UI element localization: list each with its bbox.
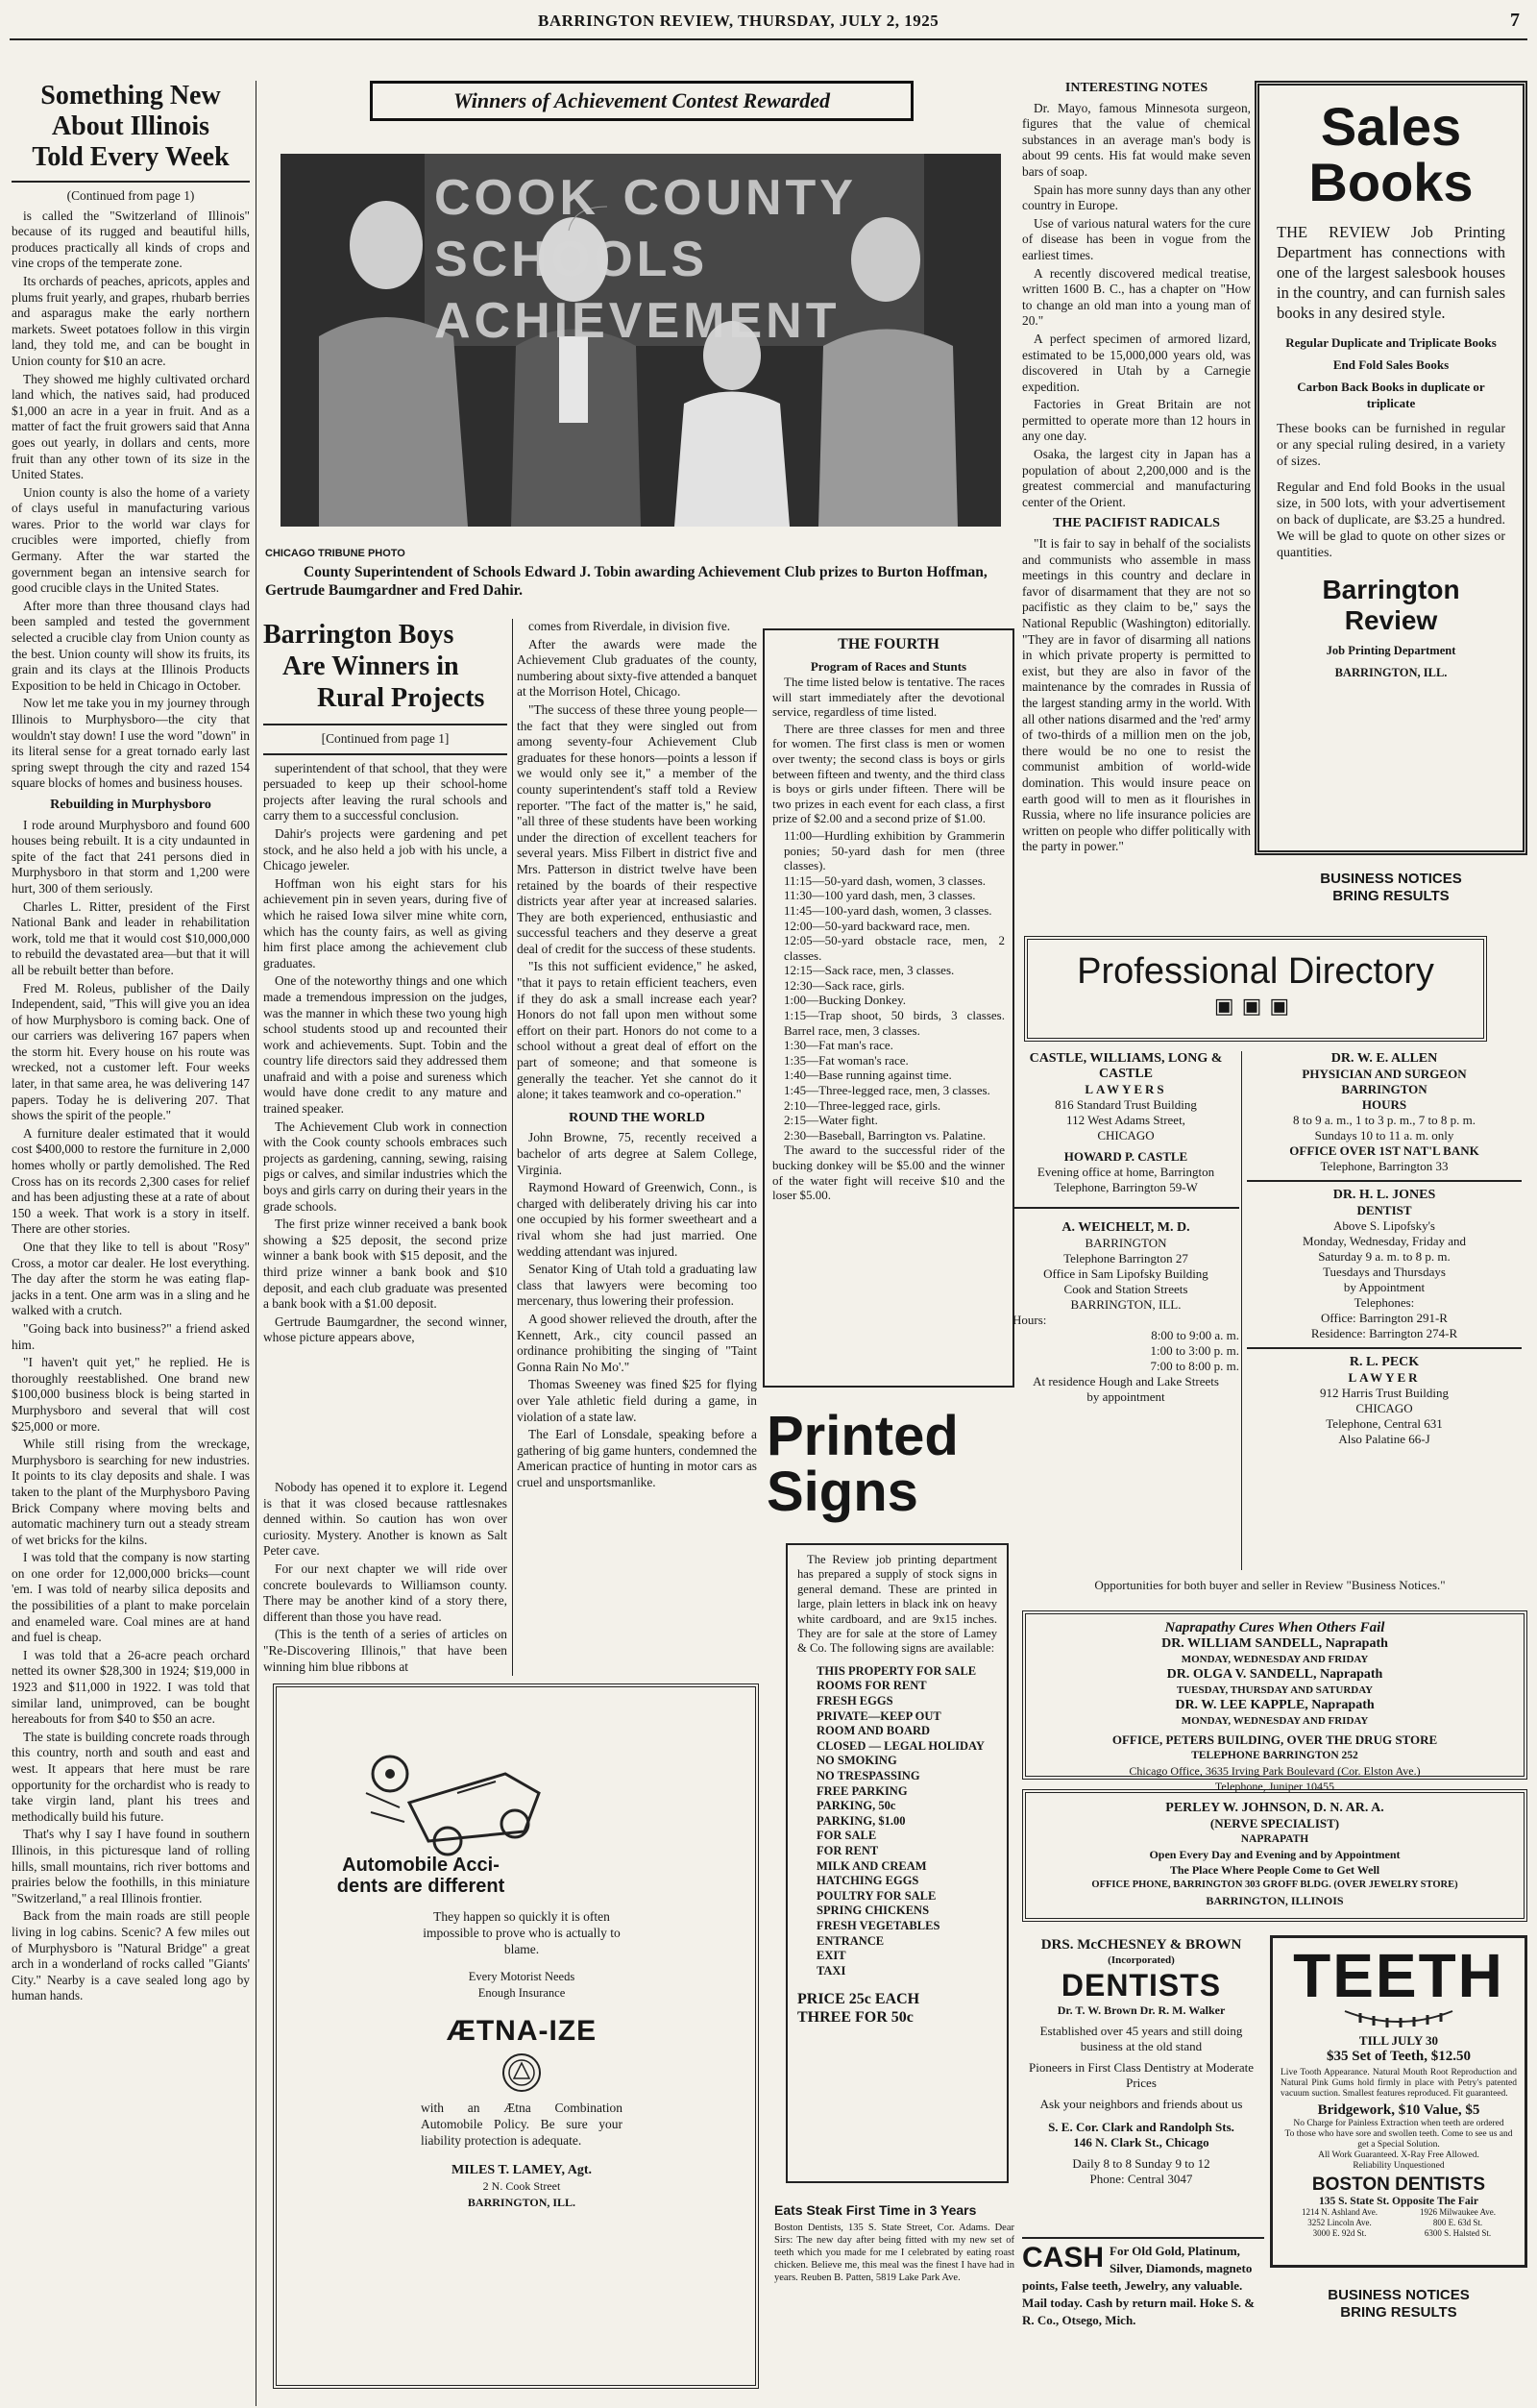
signs-title-line: Signs bbox=[767, 1461, 918, 1523]
divider bbox=[263, 724, 507, 725]
peck-line: Telephone, Central 631 bbox=[1326, 1416, 1443, 1431]
boys-headline-line: Barrington Boys bbox=[263, 620, 454, 650]
sign-item: CLOSED — LEGAL HOLIDAY bbox=[817, 1738, 985, 1753]
continued-note: [Continued from page 1] bbox=[321, 731, 450, 746]
mcchesney-name: DRS. McCHESNEY & BROWN bbox=[1040, 1937, 1242, 1953]
teeth-fine-line: To those who have sore and swollen teeth. Come to see us and get a Special Solution. bbox=[1284, 2129, 1513, 2150]
sign-item: NO TRESPASSING bbox=[817, 1769, 920, 1782]
divider bbox=[12, 181, 250, 183]
fourth-head: THE FOURTH bbox=[838, 636, 939, 652]
naprapathy-ad bbox=[1022, 1610, 1527, 1793]
race-event: 1:35—Fat woman's race. bbox=[784, 1052, 909, 1068]
paragraph: A furniture dealer estimated that it would cost $400,000 to restore the furniture in 2,000 homes wholly or partly demolished. The Red Cross has on its records 2,300 cases for relief and has been adjusting these at a rate of about 150 a week. That work is a story in itself. There are other stories. bbox=[12, 1125, 250, 1237]
mcchesney-ad bbox=[1018, 1937, 1264, 2225]
boys-headline-line: Rural Projects bbox=[317, 683, 485, 713]
sign-item: NO SMOKING bbox=[817, 1754, 897, 1768]
mcchesney-body: Pioneers in First Class Dentistry at Moderate Prices bbox=[1029, 2060, 1254, 2090]
teeth-fine-line: All Work Guaranteed. X-Ray Free Allowed. bbox=[1318, 2150, 1479, 2160]
fourth-body bbox=[772, 675, 1005, 1203]
johnson-name: PERLEY W. JOHNSON, D. N. AR. A. bbox=[1165, 1801, 1384, 1815]
business-notices-bottom bbox=[1270, 2287, 1527, 2322]
mcchesney-title: DENTISTS bbox=[1061, 1968, 1222, 2003]
allen-role: BARRINGTON bbox=[1341, 1082, 1427, 1096]
sign-item: TAXI bbox=[817, 1963, 846, 1978]
sales-brand bbox=[1277, 575, 1505, 636]
race-event: 1:00—Bucking Donkey. bbox=[784, 993, 906, 1008]
sign-item: SPRING CHICKENS bbox=[817, 1904, 930, 1918]
mcchesney-body: Ask your neighbors and friends about us bbox=[1039, 2097, 1243, 2111]
paragraph: Union county is also the home of a variety of clays useful in manufacturing various wares. Prior to the world war clays for crucibles were imported, chiefly from Germany. After the war started the government began an intensive search for good crucible clays in the United States. bbox=[12, 484, 250, 596]
teeth-till: TILL JULY 30 bbox=[1358, 2033, 1439, 2048]
naprapath-name: DR. WILLIAM SANDELL, Naprapath bbox=[1161, 1636, 1388, 1651]
contest-photo bbox=[281, 154, 1001, 527]
paragraph: The time listed below is tentative. The races will start immediately after the devotional service, regardless of time listed. bbox=[772, 675, 1005, 720]
aetna-address-line: 2 N. Cook Street bbox=[482, 2179, 561, 2193]
aetna-seal-icon bbox=[500, 2052, 543, 2094]
legend-body bbox=[263, 1480, 507, 1675]
mcchesney-doctors: Dr. T. W. Brown Dr. R. M. Walker bbox=[1057, 2003, 1226, 2017]
aetna-address-line: BARRINGTON, ILL. bbox=[467, 2196, 576, 2209]
cash-ad bbox=[1022, 2237, 1264, 2387]
teeth-icon bbox=[1341, 2007, 1456, 2028]
teeth-fine-line: Reliability Unquestioned bbox=[1353, 2161, 1445, 2171]
sign-item: POULTRY FOR SALE bbox=[817, 1888, 937, 1903]
paragraph: While still rising from the wreckage, Murphysboro is searching for new industries. It points to its clay deposits and shale. I was taken to the plant of the Murphysboro Paving Brick Company where moving belts and automatic machinery turn out a steady stream of wet bricks for the kilns. bbox=[12, 1437, 250, 1547]
naprapathy-head: Naprapathy Cures When Others Fail bbox=[1164, 1620, 1385, 1635]
page-header bbox=[0, 8, 1537, 31]
aetna-agent: MILES T. LAMEY, Agt. bbox=[451, 2163, 592, 2177]
sign-item: PARKING, 50c bbox=[817, 1799, 896, 1813]
teeth-bridge: Bridgework, $10 Value, $5 bbox=[1317, 2102, 1480, 2118]
castle-address: 112 West Adams Street, bbox=[1066, 1113, 1185, 1127]
illinois-legend bbox=[263, 1480, 507, 1672]
paragraph: superintendent of that school, that they were persuaded to keep up their school-home projects after leaving the rural schools and carry them to a successful conclusion. bbox=[263, 760, 507, 823]
paragraph: Dahir's projects were gardening and pet stock, and he also held a job with his uncle, a Chicago jeweler. bbox=[263, 825, 507, 873]
mcchesney-address: 146 N. Clark St., Chicago bbox=[1073, 2135, 1209, 2150]
jones-line: Monday, Wednesday, Friday and bbox=[1303, 1234, 1466, 1248]
castle-name: CASTLE, WILLIAMS, LONG & CASTLE bbox=[1029, 1051, 1223, 1081]
peck-lines bbox=[1247, 1386, 1522, 1447]
paragraph: After more than three thousand clays had been sampled and tested the government selected a crucible clay from Union county as the best. Union county will show its fruits, its grain and its clays at the Illinois Products Exposition to be held in Chicago in October. bbox=[12, 598, 250, 693]
paragraph: A recently discovered medical treatise, written 1600 B. C., has a chapter on "How to change an old man into a young man of 20." bbox=[1022, 265, 1251, 329]
allen-name: DR. W. E. ALLEN bbox=[1330, 1051, 1438, 1066]
cash-body: For Old Gold, Platinum, Silver, Diamonds, magneto points, False teeth, Jewelry, any valuable. Mail today. Cash by return mail. Hoke S. & R. Co., Otsego, Mich. bbox=[1022, 2244, 1256, 2327]
teeth-offer: $35 Set of Teeth, $12.50 bbox=[1327, 2049, 1471, 2064]
sign-item: PARKING, $1.00 bbox=[817, 1813, 906, 1828]
signs-price bbox=[797, 1990, 997, 2027]
paragraph: The first prize winner received a bank book showing a $25 deposit, the second prize winner a bank book with $15 deposit, and the third prize winner a bank book and $10 deposit, and each club graduate was presented a bank book with a $1.00 deposit. bbox=[263, 1216, 507, 1312]
paragraph: Dr. Mayo, famous Minnesota surgeon, figures that the value of chemical substances in an average man's body is about 99 cents. His fat would make seven bars of soap. bbox=[1022, 100, 1251, 179]
weichelt-city: BARRINGTON bbox=[1085, 1236, 1167, 1250]
race-event: 11:45—100-yard dash, women, 3 classes. bbox=[784, 902, 992, 918]
boys-body bbox=[263, 761, 507, 1346]
paragraph: A good shower relieved the drouth, after the Kennett, Ark., city council passed an ordinance prohibiting the singing of "Taint Gonna Rain No Mo'." bbox=[517, 1311, 757, 1374]
paragraph: "I haven't quit yet," he replied. He is thoroughly reestablished. One brand new $100,000 business block is being started in Murphysboro and several that will cost $25,000 or more. bbox=[12, 1355, 250, 1434]
photo-sign: COOK COUNTY SCHOOLS ACHIEVEMENT bbox=[434, 170, 857, 349]
paragraph: They showed me highly cultivated orchard land which, the natives said, had produced $1,000 an acre in a year in fruit. And as a matter of fact the fruit growers said that Anna goes out yearly, in dollars and cents, more fruit than any other town of its size in the United States. bbox=[12, 371, 250, 482]
race-event: 2:15—Water fight. bbox=[784, 1113, 878, 1128]
round-the-world-head: ROUND THE WORLD bbox=[569, 1110, 705, 1125]
castle-address: 816 Standard Trust Building bbox=[1055, 1097, 1197, 1112]
race-event: 12:15—Sack race, men, 3 classes. bbox=[784, 963, 955, 978]
mcchesney-hours: Phone: Central 3047 bbox=[1089, 2172, 1193, 2186]
business-notices-line: BUSINESS NOTICES bbox=[1320, 871, 1462, 887]
johnson-ad bbox=[1022, 1789, 1527, 1922]
paragraph: "Is this not sufficient evidence," he asked, "that it pays to retain efficient teachers, even if they do ask a small increase each year? Honors do not fall upon men without some effort on their part. Honors do not come to a school without a great deal of effort on the part of someone; and that someone is generally the teacher. Yet she cannot do it alone; it takes teamwork and co-operation." bbox=[517, 959, 757, 1102]
sales-title-line: Books bbox=[1308, 152, 1474, 212]
teeth-branch: 1214 N. Ashland Ave. bbox=[1301, 2207, 1378, 2217]
pacifist-body: "It is fair to say in behalf of the socialists and communists who assemble in mass meetings in this country and declare in favor of disarmament that they are not so pacifistic as they claim to be," says the National Republic (Washington) editorially. "They are in favor of disarming all nations in which private property is permitted to exist, but they are also in favor of the maintenance by the comrades in Russia of the largest standing army in the world. With all other nations disarmed and the 'red' army of two-thirds of a million men on the job, there would be no one to resist the communist ambition of world-wide domination. This would insure peace on earth good will to men as it flourishes in Russia, where no life insurance policies are written on people who differ politically with the party in power." bbox=[1022, 536, 1251, 854]
paragraph: is called the "Switzerland of Illinois" because of its rugged and beautiful hills, produces practically all kinds of crops and vine crops of the temperate zone. bbox=[12, 208, 250, 271]
aetna-title bbox=[334, 1855, 507, 1897]
race-event: 2:10—Three-legged race, girls. bbox=[784, 1097, 941, 1113]
sales-body: Regular and End fold Books in the usual size, in 500 lots, with your advertisement on back of duplicate, are $3.25 a hundred. We will be glad to quote on other sizes or quantities. bbox=[1277, 480, 1505, 560]
race-event: 1:45—Three-legged race, men, 3 classes. bbox=[784, 1083, 990, 1098]
contest-section bbox=[265, 81, 1018, 627]
teeth-title: TEETH bbox=[1293, 1941, 1504, 2010]
paragraph: One of the noteworthy things and one which made a tremendous impression on the judges, was the manner in which these two young high school students stood up and recounted their work and achievements. Supt. Tobin and the country life directors said they addressed them unafraid and with a poise and sureness which would have done credit to any mature and trained speaker. bbox=[263, 973, 507, 1117]
notes-head: INTERESTING NOTES bbox=[1064, 81, 1208, 95]
signs-title bbox=[767, 1405, 1014, 1523]
paragraph: Thomas Sweeney was fined $25 for flying over Yale athletic field during a game, in violation of a state law. bbox=[517, 1377, 757, 1424]
peck-role: LAWYER bbox=[1348, 1370, 1421, 1385]
naprapath-name: DR. OLGA V. SANDELL, Naprapath bbox=[1166, 1667, 1383, 1682]
weichelt-name: A. WEICHELT, M. D. bbox=[1061, 1220, 1190, 1235]
paragraph: comes from Riverdale, in division five. bbox=[528, 619, 731, 633]
allen-hours-label: HOURS bbox=[1361, 1097, 1407, 1112]
teeth-fine-line: No Charge for Painless Extraction when teeth are ordered bbox=[1293, 2119, 1504, 2128]
illinois-headline-line: About Illinois bbox=[51, 111, 210, 141]
jones-name: DR. H. L. JONES bbox=[1332, 1188, 1436, 1202]
business-notices-top bbox=[1255, 871, 1527, 905]
directory-right bbox=[1247, 1051, 1522, 1570]
signs-list-box bbox=[786, 1543, 1009, 2183]
column-rule bbox=[1241, 1051, 1242, 1570]
sign-item: THIS PROPERTY FOR SALE bbox=[817, 1663, 977, 1678]
naprapathy-chicago: Chicago Office, 3635 Irving Park Boulevard (Cor. Elston Ave.) bbox=[1129, 1764, 1421, 1778]
weichelt-hours-label: Hours: bbox=[1012, 1313, 1047, 1327]
race-event: 1:30—Fat man's race. bbox=[784, 1038, 893, 1053]
opportunities-note: Opportunities for both buyer and seller in Review "Business Notices." bbox=[1094, 1578, 1446, 1592]
sign-item: MILK AND CREAM bbox=[817, 1858, 927, 1873]
sales-title bbox=[1277, 96, 1505, 212]
paragraph: Use of various natural waters for the cure of disease has been in vogue from the earliest times. bbox=[1022, 215, 1251, 262]
jones-line: Saturday 9 a. m. to 8 p. m. bbox=[1318, 1249, 1451, 1264]
aetna-title-line: Automobile Acci- bbox=[342, 1855, 500, 1876]
sign-item: FOR SALE bbox=[817, 1829, 877, 1843]
sales-books-ad bbox=[1255, 81, 1527, 855]
peck-line: 912 Harris Trust Building bbox=[1320, 1386, 1449, 1400]
paragraph: The state is building concrete roads through this country, north and south and east and west. It appears that here must be rare opportunity for the orchardist who is ready to take virgin land, plant his trees and methodically build his future. bbox=[12, 1729, 250, 1824]
weichelt-hours: 7:00 to 8:00 p. m. bbox=[1150, 1359, 1239, 1373]
castle-address: CHICAGO bbox=[1097, 1128, 1155, 1143]
allen-hours: Sundays 10 to 11 a. m. only bbox=[1314, 1128, 1454, 1143]
illinois-article bbox=[12, 81, 250, 2404]
race-event: 2:30—Baseball, Barrington vs. Palatine. bbox=[784, 1127, 987, 1143]
paragraph: Fred M. Roleus, publisher of the Daily Independent, said, "This will give you an idea of how Murphysboro is coming back. One of our carriers was delivering 167 papers when the storm hit. Every house on his route was wrecked, not a customer left. Four weeks later, in that same area, he was delivering 147 papers. Today he is delivering 207. That shows the spirit of the people." bbox=[12, 980, 250, 1123]
mcchesney-inc: (Incorporated) bbox=[1108, 1954, 1175, 1966]
boys-headline-line: Are Winners in bbox=[282, 651, 459, 681]
jones-above: Above S. Lipofsky's bbox=[1333, 1218, 1435, 1233]
sales-lead: THE REVIEW Job Printing Department has connections with one of the largest salesbook houses in the country, and can furnish sales books in any desired style. bbox=[1277, 223, 1505, 322]
paragraph: (This is the tenth of a series of articles on "Re-Discovering Illinois," that have been winning him blue ribbons at bbox=[263, 1627, 507, 1674]
howard-castle: HOWARD P. CASTLE bbox=[1063, 1149, 1188, 1164]
divider bbox=[263, 753, 507, 755]
weichelt-line: Office in Sam Lipofsky Building bbox=[1043, 1266, 1208, 1281]
teeth-branch: 800 E. 63d St. bbox=[1432, 2218, 1483, 2227]
signs-title-line: Printed bbox=[767, 1405, 959, 1467]
naprapath-name: DR. W. LEE KAPPLE, Naprapath bbox=[1175, 1698, 1375, 1712]
header-rule bbox=[10, 38, 1527, 40]
illinois-subhead: Rebuilding in Murphysboro bbox=[50, 797, 211, 812]
notes-body bbox=[1022, 101, 1251, 511]
fourth-subhead: Program of Races and Stunts bbox=[810, 659, 967, 674]
paragraph: I rode around Murphysboro and found 600 houses being rebuilt. It is a city undaunted in spite of the fact that 241 persons died in Murphysboro in that storm and 1,200 were hurt, 300 of them seriously. bbox=[12, 817, 250, 896]
sign-item: PRIVATE—KEEP OUT bbox=[817, 1708, 941, 1723]
allen-role: PHYSICIAN AND SURGEON bbox=[1302, 1067, 1467, 1081]
weichelt-line: Cook and Station Streets bbox=[1063, 1282, 1188, 1296]
signs-ad bbox=[767, 1405, 1014, 2197]
paragraph: Nobody has opened it to explore it. Legend is that it was closed because rattlesnakes denned within. So caution has won over curiosity. Mystery. Another is known as Salt Peter cave. bbox=[263, 1480, 507, 1559]
paragraph: Charles L. Ritter, president of the First National Bank and leader in rehabilitation work, told me that it would cost $10,000,000 to rebuild the devastated area—but that it will all be rebuilt better than before. bbox=[12, 898, 250, 977]
mcchesney-hours: Daily 8 to 8 Sunday 9 to 12 bbox=[1072, 2156, 1210, 2171]
steak-body: Boston Dentists, 135 S. State Street, Cor. Adams. Dear Sirs: The new day after being fitted with my new set of teeth which you made for me I celebrated by eating roast chicken. Believe me, this meal was the finest I have had in years. Reuben B. Patten, 5819 Lake Park Ave. bbox=[774, 2223, 1014, 2283]
paragraph: John Browne, 75, recently received a bachelor of arts degree at Salem College, Virginia. bbox=[517, 1130, 757, 1177]
fourth-box bbox=[763, 628, 1014, 1388]
paragraph: Senator King of Utah told a graduating law class that lawyers were becoming too mercenary, thus lowering their profession. bbox=[517, 1262, 757, 1309]
paragraph: Back from the main roads are still people living in log cabins. Scenic? A few miles out of Murphysboro is "Natural Bridge" a great arch in a wonderland of rocks called "Giants' City." Nearby is a cave sealed long ago by human hands. bbox=[12, 1908, 250, 2003]
aetna-combo: with an Ætna Combination Automobile Policy. Be sure your liability protection is adequate. bbox=[421, 2101, 622, 2148]
paragraph: The Achievement Club work in connection with the Cook county schools embraces such projects as gardening, canning, sewing, raising pigs or calves, and similar industries which the boys and girls carry on during their years in the grade schools. bbox=[263, 1118, 507, 1214]
sales-city: BARRINGTON, ILL. bbox=[1334, 666, 1448, 679]
jones-role: DENTIST bbox=[1356, 1203, 1412, 1217]
castle-role: LAWYERS bbox=[1085, 1082, 1167, 1096]
sales-brand-line: Barrington bbox=[1322, 575, 1460, 604]
sales-title-line: Sales bbox=[1320, 96, 1462, 157]
sign-item: FRESH EGGS bbox=[817, 1694, 893, 1708]
divider bbox=[1012, 1207, 1239, 1209]
boys-article-continued bbox=[517, 619, 757, 1680]
paragraph: A perfect specimen of armored lizard, estimated to be 15,000,000 years old, was discovered in Utah by a Carnegie expedition. bbox=[1022, 331, 1251, 394]
pacifist-head: THE PACIFIST RADICALS bbox=[1053, 516, 1220, 531]
paragraph: One that they like to tell is about "Rosy" Cross, a motor car dealer. He lost everything. The day after the storm he was eating flap-jacks in a tent. One arm was in a sling and he walked with a crutch. bbox=[12, 1240, 250, 1318]
race-event: 12:30—Sack race, girls. bbox=[784, 977, 905, 993]
teeth-branch: 3000 E. 92d St. bbox=[1312, 2228, 1367, 2238]
race-event: 11:15—50-yard dash, women, 3 classes. bbox=[784, 872, 987, 888]
teeth-address: 135 S. State St. Opposite The Fair bbox=[1319, 2196, 1478, 2207]
johnson-line: Open Every Day and Evening and by Appointment bbox=[1149, 1848, 1401, 1861]
naprapathy-chicago: Telephone, Juniper 10455 bbox=[1214, 1780, 1335, 1793]
photo-caption: County Superintendent of Schools Edward J. Tobin awarding Achievement Club prizes to Burton Hoffman, Gertrude Baumgardner and Fred Dahir. bbox=[265, 564, 988, 599]
teeth-fine-2 bbox=[1281, 2119, 1517, 2172]
teeth-brand: BOSTON DENTISTS bbox=[1311, 2175, 1486, 2195]
divider bbox=[1247, 1347, 1522, 1349]
sign-item: FRESH VEGETABLES bbox=[817, 1918, 940, 1932]
directory-left bbox=[1012, 1051, 1239, 1570]
round-the-world-body bbox=[517, 1130, 757, 1490]
column-rule bbox=[512, 619, 513, 1676]
paragraph: Its orchards of peaches, apricots, apples and plums fruit yearly, and grapes, rhubarb berries and asparagus make the early northern markets. Sweet potatoes follow in this virgin land, they told me, and can be bought in Union county for $10 an acre. bbox=[12, 273, 250, 368]
car-accident-icon bbox=[361, 1735, 553, 1860]
teeth-fine: Live Tooth Appearance. Natural Mouth Root Reproduction and Natural Pink Gums hold firmly in place with Petry's patented vacuum suction. Smallest features reproduced. Fit guaranteed. bbox=[1281, 2068, 1517, 2099]
paragraph: Spain has more sunny days than any other country in Europe. bbox=[1022, 182, 1251, 213]
sign-item: FOR RENT bbox=[817, 1843, 879, 1857]
aetna-need-line: Every Motorist Needs bbox=[468, 1970, 575, 1983]
mcchesney-address: S. E. Cor. Clark and Randolph Sts. bbox=[1048, 2120, 1234, 2134]
peck-name: R. L. PECK bbox=[1349, 1355, 1420, 1369]
weichelt-residence: At residence Hough and Lake Streets bbox=[1033, 1374, 1219, 1388]
photo-credit: CHICAGO TRIBUNE PHOTO bbox=[265, 548, 405, 559]
teeth-ad bbox=[1270, 1935, 1527, 2268]
johnson-line: The Place Where People Come to Get Well bbox=[1169, 1863, 1380, 1877]
race-event: 11:00—Hurdling exhibition by Grammerin ponies; 50-yard dash for men (three classes). bbox=[784, 827, 1005, 873]
illinois-headline-line: Something New bbox=[40, 81, 221, 111]
weichelt-residence: by appointment bbox=[1086, 1389, 1165, 1404]
paragraph: "The success of these three young people—the fact that they were singled out from among seventy-four Achievement Club graduates for these honors—points a lesson if we would only see it," a member of the county superintendent's staff told a Review reporter. "The fact of the matter is," he said, "all three of these students have been working under the direction of excellent teachers for several years. Miss Filbert in district five and Mrs. Patterson in district twelve have been retained by the boards of their respective districts year after year at increased salaries. They are both experienced, enthusiastic and successful teachers and they deserve a great deal of credit for the success of these students. bbox=[517, 701, 757, 956]
sales-lines bbox=[1277, 334, 1505, 411]
business-notices-line: BRING RESULTS bbox=[1340, 2304, 1457, 2321]
steak-title: Eats Steak First Time in 3 Years bbox=[774, 2202, 977, 2218]
teeth-branch: 3252 Lincoln Ave. bbox=[1307, 2218, 1372, 2227]
race-event: 12:00—50-yard backward race, men. bbox=[784, 918, 970, 933]
sign-item: ROOMS FOR RENT bbox=[817, 1679, 927, 1693]
business-notices-line: BRING RESULTS bbox=[1332, 888, 1450, 904]
paragraph: Raymond Howard of Greenwich, Conn., is charged with deliberately driving his car into one occupied by his former sweetheart and a rival whom she had just married. One wedding attendant was injured. bbox=[517, 1180, 757, 1259]
allen-office: OFFICE OVER 1ST NAT'L BANK bbox=[1289, 1143, 1479, 1158]
jones-line: Telephones: bbox=[1354, 1295, 1415, 1310]
paragraph: Factories in Great Britain are not permitted to operate more than 12 hours in any one day. bbox=[1022, 397, 1251, 444]
paragraph: There are three classes for men and three for women. The first class is men or women over twenty; the second class is boys or girls between fifteen and twenty, and the third class is boys or girls under fifteen. There will be two prizes in each event for each class, a first prize of $2.00 and a second prize of $1.00. bbox=[772, 721, 1005, 826]
race-event: 1:15—Trap shoot, 50 birds, 3 classes. Barrel race, men, 3 classes. bbox=[784, 1008, 1005, 1038]
aetna-copy bbox=[421, 1908, 622, 2211]
illinois-body-2 bbox=[12, 818, 250, 2004]
sales-dept: Job Printing Department bbox=[1326, 644, 1456, 657]
naprapath-days: TUESDAY, THURSDAY AND SATURDAY bbox=[1176, 1684, 1374, 1696]
directory-title: Professional Directory bbox=[1077, 951, 1434, 992]
naprapathy-office: OFFICE, PETERS BUILDING, OVER THE DRUG STORE bbox=[1111, 1732, 1438, 1747]
illinois-headline-line: Told Every Week bbox=[32, 142, 230, 172]
race-event: 1:40—Base running against time. bbox=[784, 1068, 952, 1083]
sign-item: FREE PARKING bbox=[817, 1783, 908, 1798]
naprapathy-lines bbox=[1036, 1636, 1514, 1729]
weichelt-line: BARRINGTON, ILL. bbox=[1070, 1297, 1182, 1312]
sign-item: EXIT bbox=[817, 1949, 846, 1963]
paragraph: The Earl of Lonsdale, speaking before a gathering of big game hunters, condemned the American practice of hunting in motor cars as cruel and unsportsmanlike. bbox=[517, 1427, 757, 1489]
teeth-branch: 1926 Milwaukee Ave. bbox=[1419, 2207, 1497, 2217]
naprapath-days: MONDAY, WEDNESDAY AND FRIDAY bbox=[1181, 1715, 1369, 1727]
paragraph: Hoffman won his eight stars for his achievement pin in seven years, during five of which he raised Iowa silver mine white corn, which has the county fairs, as well as giving him first place among the achievement club graduates. bbox=[263, 875, 507, 971]
illinois-body bbox=[12, 209, 250, 792]
divider bbox=[1247, 1180, 1522, 1182]
castle-evening: Evening office at home, Barrington bbox=[1037, 1165, 1215, 1179]
signs-price-line: PRICE 25c EACH bbox=[797, 1991, 920, 2008]
cash-word: CASH bbox=[1022, 2242, 1105, 2273]
boys-headline bbox=[263, 619, 507, 714]
teeth-branch: 6300 S. Halsted St. bbox=[1424, 2228, 1492, 2238]
contest-banner: Winners of Achievement Contest Rewarded bbox=[370, 81, 914, 121]
paragraph: After the awards were made the Achievement Club graduates of the county, numbering about sixty-five attended a banquet at the Morrison Hotel, Chicago. bbox=[517, 636, 757, 700]
masthead: BARRINGTON REVIEW, THURSDAY, JULY 2, 1925 bbox=[538, 12, 939, 30]
page-number: 7 bbox=[1510, 10, 1520, 31]
aetna-title-line: dents are different bbox=[336, 1876, 505, 1897]
johnson-line: OFFICE PHONE, BARRINGTON 303 GROFF BLDG. (OVER JEWELRY STORE) bbox=[1091, 1880, 1458, 1890]
weichelt-hours: 1:00 to 3:00 p. m. bbox=[1150, 1343, 1239, 1358]
paragraph: For our next chapter we will ride over concrete boulevards to Williamson county. There may be another kind of a story there, different than those you have read. bbox=[263, 1560, 507, 1624]
sales-line: End Fold Sales Books bbox=[1332, 357, 1450, 372]
business-notices-line: BUSINESS NOTICES bbox=[1328, 2287, 1470, 2303]
sign-item: ROOM AND BOARD bbox=[817, 1724, 931, 1738]
paragraph: Now let me take you in my journey through Illinois to Murphysboro—the city that wouldn't stay down! I use the word "down" in its literal sense for a great tornado early last spring swept through the city and razed 154 square blocks of homes and business houses. bbox=[12, 696, 250, 791]
weichelt-hours: 8:00 to 9:00 a. m. bbox=[1151, 1328, 1239, 1342]
naprapathy-phone: TELEPHONE BARRINGTON 252 bbox=[1191, 1750, 1358, 1761]
directory-ornament-icon: ▣▣▣ bbox=[1213, 994, 1298, 1018]
mcchesney-body: Established over 45 years and still doing business at the old stand bbox=[1039, 2024, 1243, 2053]
paragraph: "Going back into business?" a friend asked him. bbox=[12, 1320, 250, 1352]
directory-banner bbox=[1024, 936, 1487, 1042]
steak-ad bbox=[774, 2202, 1014, 2395]
sales-line: Carbon Back Books in duplicate or triplicate bbox=[1297, 380, 1485, 410]
paragraph: Osaka, the largest city in Japan has a population of about 2,200,000 and is the greatest commercial and manufacturing center of the Orient. bbox=[1022, 447, 1251, 509]
allen-hours: 8 to 9 a. m., 1 to 3 p. m., 7 to 8 p. m. bbox=[1293, 1113, 1476, 1127]
aetna-brand: ÆTNA-IZE bbox=[446, 2015, 598, 2047]
jones-line: Office: Barrington 291-R bbox=[1321, 1311, 1448, 1325]
aetna-body: They happen so quickly it is often impossible to prove who is actually to blame. bbox=[423, 1909, 621, 1956]
jones-line: by Appointment bbox=[1343, 1280, 1426, 1294]
jones-line: Tuesdays and Thursdays bbox=[1323, 1265, 1446, 1279]
sign-item: HATCHING EGGS bbox=[817, 1874, 919, 1888]
naprapath-days: MONDAY, WEDNESDAY AND FRIDAY bbox=[1181, 1654, 1369, 1665]
teeth-branches bbox=[1281, 2207, 1517, 2239]
jones-line: Residence: Barrington 274-R bbox=[1310, 1326, 1458, 1340]
sales-line: Regular Duplicate and Triplicate Books bbox=[1285, 335, 1497, 350]
allen-phone: Telephone, Barrington 33 bbox=[1320, 1159, 1449, 1173]
sales-brand-line: Review bbox=[1344, 605, 1438, 635]
fourth-events bbox=[772, 828, 1005, 1143]
signs-items bbox=[797, 1664, 997, 1978]
aetna-ad bbox=[273, 1683, 759, 2389]
peck-line: Also Palatine 66-J bbox=[1338, 1432, 1430, 1446]
race-event: 12:05—50-yard obstacle race, men, 2 classes. bbox=[784, 933, 1005, 963]
paragraph: That's why I say I have found in southern Illinois, in this picturesque land of rolling hills, small mountains, rich river bottoms and prairies below the foothills, in this miniature "Switzerland," a real Illinois frontier. bbox=[12, 1827, 250, 1905]
fourth-paras bbox=[772, 675, 1005, 826]
johnson-sub: NAPRAPATH bbox=[1240, 1833, 1309, 1845]
fourth-closing: The award to the successful rider of the bucking donkey will be $5.00 and the winner of the water fight will receive $10 and the loser $5.00. bbox=[772, 1143, 1005, 1203]
castle-evening: Telephone, Barrington 59-W bbox=[1054, 1180, 1198, 1194]
boys-body-2 bbox=[517, 619, 757, 1103]
sign-item: ENTRANCE bbox=[817, 1933, 885, 1948]
paragraph: I was told that a 26-acre peach orchard netted its owner $28,300 in 1924; $19,000 in 1923 and $11,000 in 1922. I was told that similar land, unimproved, can be bought hereabouts for from $40 to $50 an acre. bbox=[12, 1647, 250, 1727]
paragraph: I was told that the company is now starting on one order for 12,000,000 bricks—count 'em. I was told of nearby silica deposits and the possibilities of a plant to make porcelain and enameled ware. Coal mines are at hand and fuel is cheap. bbox=[12, 1550, 250, 1645]
aetna-need-line: Enough Insurance bbox=[477, 1986, 566, 2000]
paragraph: Gertrude Baumgardner, the second winner, whose picture appears above, bbox=[263, 1314, 507, 1345]
race-event: 11:30—100 yard dash, men, 3 classes. bbox=[784, 888, 976, 903]
signs-price-line: THREE FOR 50c bbox=[797, 2009, 914, 2027]
jones-lines bbox=[1247, 1234, 1522, 1341]
weichelt-line: Telephone Barrington 27 bbox=[1063, 1251, 1188, 1265]
sales-body: These books can be furnished in regular or any special ruling desired, in a variety of sizes. bbox=[1277, 422, 1505, 469]
johnson-line: BARRINGTON, ILLINOIS bbox=[1206, 1894, 1344, 1907]
signs-intro: The Review job printing department has prepared a supply of stock signs in general demand. These are printed in large, plain letters in black ink on heavy white cardboard, and are 9x15 inches. They are for sale at the store of Lamey & Co. The following signs are available: bbox=[797, 1553, 997, 1656]
illinois-headline bbox=[12, 81, 250, 173]
notes-article bbox=[1022, 81, 1251, 1042]
johnson-role: (NERVE SPECIALIST) bbox=[1209, 1816, 1340, 1831]
continued-note: (Continued from page 1) bbox=[66, 188, 195, 203]
peck-line: CHICAGO bbox=[1355, 1401, 1413, 1415]
